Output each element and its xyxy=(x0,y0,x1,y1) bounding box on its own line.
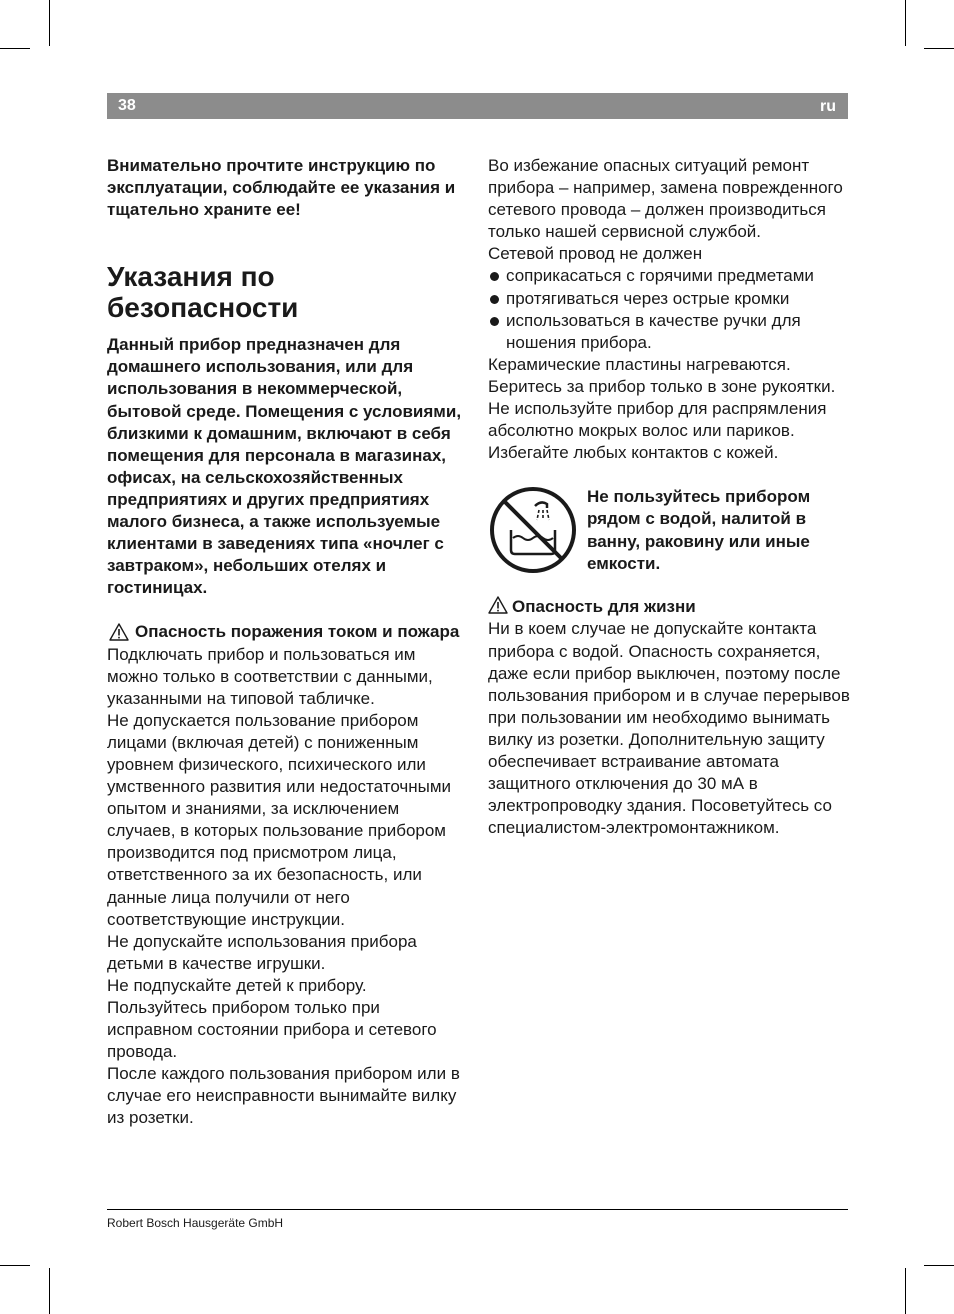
crop-mark xyxy=(924,48,954,49)
danger-warning xyxy=(488,596,850,618)
paragraph: После каждого пользования прибором или в случае его неисправности вынимайте вилку из розетки. xyxy=(107,1064,460,1128)
list-item: протягиваться через острые кромки xyxy=(488,288,850,310)
language-code: ru xyxy=(820,98,836,115)
bullet-icon xyxy=(490,272,499,281)
left-column xyxy=(107,155,467,1130)
list-item: использоваться в качестве ручки для ношения прибора. xyxy=(488,310,850,354)
water-warning-text: Не пользуйтесь прибором рядом с водой, налитой в ванну, раковину или иные емкости. xyxy=(587,487,811,573)
crop-mark xyxy=(0,48,30,49)
page-number: 38 xyxy=(118,97,136,114)
paragraph: Не допускается пользование прибором лицами (включая детей) с пониженным уровнем физического, психического или умственного развития или недостаточными опытом и знаниями, за исключением случаев, в которых пользование прибором производится под присмотром лица, ответственного за их безопасность, или данные лица получили от него соответствующие инструкции. xyxy=(107,710,452,929)
cord-list xyxy=(488,265,850,353)
repair-text: Во избежание опасных ситуаций ремонт прибора – например, замена поврежденного сетевого провода – должен производиться только нашей сервисной службой. xyxy=(488,156,843,242)
section-heading: Указания по безопасности xyxy=(107,261,299,324)
no-water-notice xyxy=(488,486,850,596)
crop-mark xyxy=(905,0,906,46)
paragraph: Не используйте прибор для распрямления абсолютно мокрых волос или париков. xyxy=(488,399,827,441)
crop-mark xyxy=(905,1268,906,1314)
crop-mark xyxy=(49,0,50,46)
bullet-icon xyxy=(490,295,499,304)
paragraph: Не допускайте использования прибора детьми в качестве игрушки. xyxy=(107,931,417,973)
footer-rule xyxy=(107,1209,848,1210)
crop-mark xyxy=(0,1265,30,1266)
footer-company: Robert Bosch Hausgeräte GmbH xyxy=(107,1216,284,1230)
no-water-bath-icon xyxy=(489,486,577,574)
warning-triangle-icon xyxy=(109,623,129,641)
intro-text: Внимательно прочтите инструкцию по эксплуатации, соблюдайте ее указания и тщательно храните ее! xyxy=(107,156,456,220)
right-column xyxy=(488,155,850,839)
paragraph: Не подпускайте детей к прибору. xyxy=(107,975,367,995)
danger-text: Ни в коем случае не допускайте контакта прибора с водой. Опасность сохраняется, даже если прибор выключен, поэтому после пользования прибором и в случае перерывов при пользовании им необходимо вынимать вилку из розетки. Дополнительную защиту обеспечивает встраивание автомата защитного отключения до 30 мА в электропроводку здания. Посоветуйтесь со специалистом-электромонтажником. xyxy=(488,619,850,838)
danger-title: Опасность для жизни xyxy=(512,597,696,617)
list-item: соприкасаться с горячими предметами xyxy=(488,265,850,287)
paragraph: Избегайте любых контактов с кожей. xyxy=(488,443,779,463)
warning-triangle-icon xyxy=(488,596,508,614)
warning-title: Опасность поражения током и пожара xyxy=(135,622,460,642)
crop-mark xyxy=(924,1265,954,1266)
bullet-icon xyxy=(490,317,499,326)
usage-text: Данный прибор предназначен для домашнего использования, или для использования в некоммерческой, бытовой среде. Помещения с условиями, близкими к домашним, включают в себя помещения для персонала в магазинах, офисах, на сельскохозяйственных предприятиях и других предприятиях малого бизнеса, а также используемые клиентами в заведениях типа «ночлег с завтраком», небольших отелях и гостиницах. xyxy=(107,335,462,598)
paragraph: Подключать прибор и пользоваться им можно только в соответствии с данными, указанными на типовой табличке. xyxy=(107,644,433,708)
paragraph: Пользуйтесь прибором только при исправном состоянии прибора и сетевого провода. xyxy=(107,998,437,1062)
cord-intro: Сетевой провод не должен xyxy=(488,244,703,264)
shock-fire-warning xyxy=(107,621,467,643)
paragraph: Керамические пластины нагреваются. Беритесь за прибор только в зоне рукоятки. xyxy=(488,354,836,396)
crop-mark xyxy=(49,1268,50,1314)
page-header-bar xyxy=(107,93,848,119)
